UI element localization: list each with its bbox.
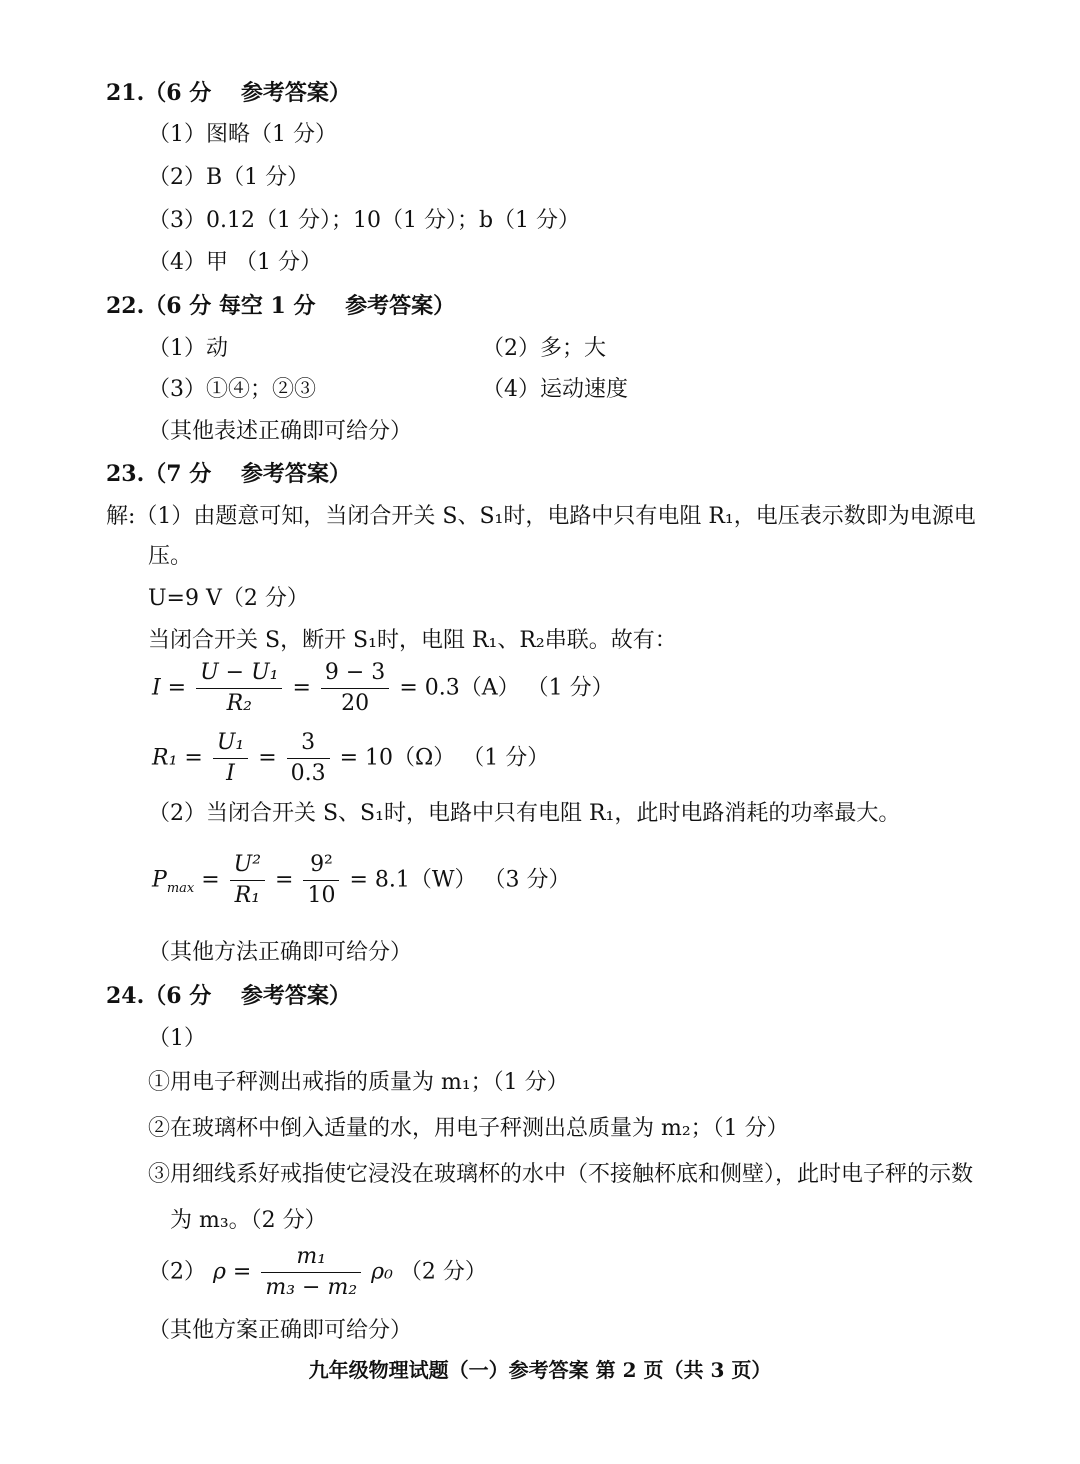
- eq-lhs: I =: [152, 675, 187, 701]
- eq-score: （1 分）: [462, 745, 550, 771]
- q23-equation-current: I = $\frac{\text{U − U₁}}{\text{R₂}}$ = $\frac{9 - 3}{20}$ = 0.3（A） （1 分）: [152, 660, 614, 716]
- q21-item-2: （2）B（1 分）: [148, 165, 310, 190]
- q24-note: （其他方案正确即可给分）: [148, 1318, 413, 1343]
- q24-step-3: ③用细线系好戒指使它浸没在玻璃杯的水中（不接触杯底和侧壁），此时电子秤的示数: [148, 1162, 974, 1187]
- eq-numerator: 3: [287, 730, 330, 759]
- eq-denominator: R₂: [226, 691, 252, 716]
- eq-numerator: U − U₁: [196, 660, 282, 689]
- q23-line-1: 解:（1）由题意可知，当闭合开关 S、S₁时，电路中只有电阻 R₁，电压表示数即为电源电: [106, 504, 976, 529]
- q22-item-4: （4）运动速度: [482, 377, 628, 402]
- q23-equation-resistance: R₁ = $\frac{\text{U₁}}{I}$ = $\frac{3}{0.3}$ = 10（Ω） （1 分）: [152, 730, 550, 786]
- eq-denominator: m₃ − m₂: [265, 1275, 358, 1300]
- q21-item-4: （4）甲 （1 分）: [148, 250, 322, 275]
- eq-fraction-symbolic: [230, 852, 265, 909]
- q23-line-1b: 压。: [148, 544, 193, 569]
- eq-fraction-numeric: [287, 730, 330, 787]
- eq-numerator: U₁: [213, 730, 248, 759]
- q24-step-1: ①用电子秤测出戒指的质量为 m₁；（1 分）: [148, 1070, 569, 1095]
- q24-step-3-cont: 为 m₃。（2 分）: [170, 1208, 327, 1233]
- eq-numerator: U²: [230, 852, 265, 881]
- q22-item-1: （1）动: [148, 336, 228, 361]
- eq-numerator: 9²: [303, 852, 339, 881]
- eq-lhs-subscript: max: [166, 880, 195, 896]
- q24-equation-density: [148, 1244, 487, 1301]
- eq-numerator: m₁: [261, 1244, 361, 1273]
- eq-fraction-symbolic: [196, 660, 282, 717]
- q24-part-1: （1）: [148, 1026, 206, 1051]
- eq-result: = 0.3（A）: [399, 675, 520, 701]
- q21-item-3: （3）0.12（1 分）；10（1 分）；b（1 分）: [148, 208, 581, 233]
- q24-header: 24.（6 分 参考答案）: [106, 983, 351, 1009]
- eq-part-label: （2）: [148, 1259, 206, 1285]
- eq-score: （1 分）: [526, 675, 614, 701]
- q23-note: （其他方法正确即可给分）: [148, 940, 413, 965]
- eq-result: = 10（Ω）: [339, 745, 456, 771]
- q23-equation-power: $P_{max}$ = $\frac{\text{U²}}{\text{R₁}}$ = $\frac{\text{9²}}{10}$ = 8.1（W） （3 分）: [152, 852, 571, 908]
- q23-u-line: U=9 V（2 分）: [148, 586, 309, 611]
- eq-result: = 8.1（W）: [349, 867, 477, 893]
- q22-note: （其他表述正确即可给分）: [148, 419, 413, 444]
- eq-fraction-numeric: [303, 852, 339, 909]
- q21-item-1: （1）图略（1 分）: [148, 122, 337, 147]
- q23-series-line: 当闭合开关 S，断开 S₁时，电阻 R₁、R₂串联。故有：: [148, 628, 677, 653]
- eq-tail: ρ₀: [371, 1259, 393, 1285]
- eq-denominator: 20: [341, 691, 370, 716]
- eq-denominator: R₁: [234, 883, 261, 908]
- q23-header: 23.（7 分 参考答案）: [106, 461, 351, 487]
- q22-item-3: （3）①④；②③: [148, 377, 316, 402]
- eq-score: （2 分）: [399, 1259, 487, 1285]
- q23-part-2: （2）当闭合开关 S、S₁时，电路中只有电阻 R₁，此时电路消耗的功率最大。: [148, 801, 901, 826]
- eq-fraction-symbolic: [213, 730, 248, 787]
- eq-lhs: R₁ =: [152, 745, 203, 771]
- eq-denominator: 10: [307, 883, 336, 908]
- q22-header: 22.（6 分 每空 1 分 参考答案）: [106, 293, 456, 319]
- eq-score: （3 分）: [483, 867, 571, 893]
- page-footer: 九年级物理试题（一）参考答案 第 2 页（共 3 页）: [308, 1358, 772, 1382]
- eq-fraction-numeric: [321, 660, 389, 717]
- eq-numerator: 9 − 3: [321, 660, 389, 689]
- eq-denominator: I: [226, 761, 235, 786]
- eq-denominator: 0.3: [290, 761, 326, 786]
- q22-item-2: （2）多；大: [482, 336, 606, 361]
- eq-fraction: [261, 1244, 361, 1301]
- q21-header: 21.（6 分 参考答案）: [106, 80, 351, 106]
- q24-step-2: ②在玻璃杯中倒入适量的水，用电子秤测出总质量为 m₂；（1 分）: [148, 1116, 789, 1141]
- eq-lhs: P: [152, 867, 167, 893]
- eq-lhs: ρ =: [213, 1259, 252, 1285]
